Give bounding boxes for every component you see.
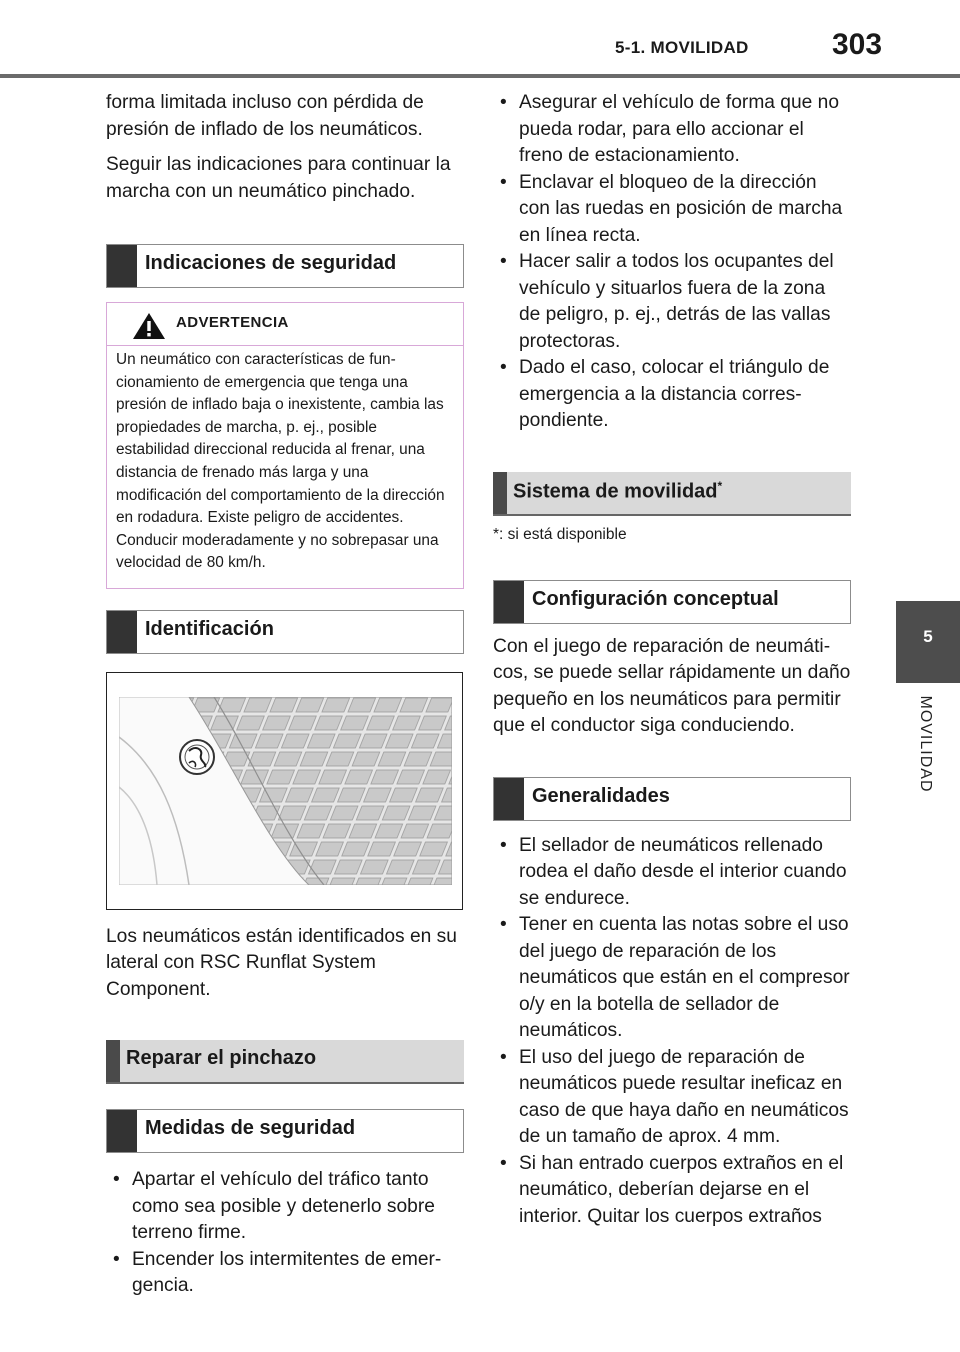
list-item: • Asegurar el vehículo de forma que no pueda rodar, para ello accionar el freno de estacionamiento. bbox=[493, 90, 851, 170]
intro-paragraph: forma limitada incluso con pérdida de presión de inflado de los neumáticos. bbox=[106, 92, 424, 140]
intro-paragraph: Seguir las indicaciones para continuar la marcha con un neumático pinchado. bbox=[106, 154, 451, 202]
heading-bar bbox=[494, 778, 524, 820]
heading-bar bbox=[106, 1040, 120, 1082]
header-rule bbox=[0, 74, 960, 78]
list-item: • El sellador de neumáticos rellenado rodea el daño desde el interior cuando se endurece. bbox=[493, 833, 851, 913]
heading-bar bbox=[494, 581, 524, 623]
heading-bar bbox=[107, 1110, 137, 1152]
heading-measures bbox=[106, 1109, 464, 1153]
warning-header bbox=[107, 303, 463, 346]
list-item: • Si han entrado cuerpos extraños en el neumático, deberían dejarse en el interior. Quitar los cuerpos extraños bbox=[493, 1151, 851, 1231]
concept-text: Con el juego de reparación de neumáticos, se puede sellar rápidamente un daño pequeño en los neumáticos para permitir que el conductor siga conduciendo. bbox=[493, 635, 851, 736]
heading-mobility-text: Sistema de movilidad bbox=[513, 480, 718, 503]
heading-text: Medidas de seguridad bbox=[145, 1117, 356, 1140]
heading-general bbox=[493, 777, 851, 821]
list-item: • Dado el caso, colocar el triángulo de emergencia a la distancia correspondiente. bbox=[493, 355, 851, 435]
chapter-label: MOVILIDAD bbox=[917, 695, 934, 793]
left-column bbox=[106, 90, 464, 1300]
heading-bar bbox=[493, 472, 507, 514]
footnote-mark: *: bbox=[493, 525, 504, 543]
heading-text bbox=[513, 479, 722, 504]
heading-mobility bbox=[493, 472, 851, 516]
tire-image bbox=[106, 672, 463, 910]
heading-text: Configuración conceptual bbox=[532, 587, 779, 610]
footnote-text: si está disponible bbox=[507, 525, 627, 543]
heading-identification bbox=[106, 610, 464, 654]
list-item: • El uso del juego de reparación de neumáticos puede resultar ineficaz en caso de que haya daño en neumáticos de un tamaño de aprox. 4 mm. bbox=[493, 1045, 851, 1151]
heading-safety bbox=[106, 244, 464, 288]
list-item: • Tener en cuenta las notas sobre el uso del juego de reparación de los neumáticos que están en el compresor o/y en la botella de sellador de neumáticos. bbox=[493, 912, 851, 1045]
warning-triangle-icon bbox=[132, 311, 166, 341]
list-item: • Hacer salir a todos los ocupantes del vehículo y situarlos fuera de la zona de peligro, p. ej., detrás de las vallas protectoras. bbox=[493, 249, 851, 355]
list-item: • Apartar el vehículo del tráfico tanto como sea posible y detenerlo sobre terreno firme. bbox=[106, 1167, 464, 1247]
measures-list-continued bbox=[493, 90, 851, 435]
warning-text: Un neumático con características de funcionamiento de emergencia que tenga una presión de inflado baja o inexistente, cambia las propiedades de marcha, p. ej., posible estabilidad direccional reducida al frenar, una distancia de frenado más larga y una modificación del comportamiento de la dirección en rodadura. Existe peligro de accidentes. Conducir moderadamente y no sobrepasar una velocidad de 80 km/h. bbox=[116, 351, 445, 572]
general-list bbox=[493, 833, 851, 1231]
page-number: 303 bbox=[832, 28, 883, 61]
section-label: 5-1. MOVILIDAD bbox=[615, 38, 749, 57]
heading-text: Identificación bbox=[145, 617, 274, 640]
identification-text: Los neumáticos están identificados en su lateral con RSC Runflat System Component. bbox=[106, 925, 457, 1000]
list-item: • Encender los intermitentes de emergencia. bbox=[106, 1247, 464, 1300]
runflat-tire-illustration bbox=[119, 697, 452, 885]
warning-box bbox=[106, 302, 464, 589]
footnote bbox=[493, 526, 851, 544]
heading-repair bbox=[106, 1040, 464, 1084]
right-column bbox=[493, 90, 851, 1230]
heading-text: Reparar el pinchazo bbox=[126, 1047, 317, 1070]
heading-bar bbox=[107, 245, 137, 287]
asterisk: * bbox=[717, 478, 723, 493]
measures-list bbox=[106, 1167, 464, 1300]
heading-text: Generalidades bbox=[532, 784, 670, 807]
chapter-number: 5 bbox=[923, 627, 933, 646]
heading-text: Indicaciones de seguridad bbox=[145, 252, 397, 274]
warning-title: ADVERTENCIA bbox=[176, 314, 289, 331]
list-item: • Enclavar el bloqueo de la dirección con las ruedas en posición de marcha en línea recta. bbox=[493, 170, 851, 250]
heading-bar bbox=[107, 611, 137, 653]
heading-concept bbox=[493, 580, 851, 624]
